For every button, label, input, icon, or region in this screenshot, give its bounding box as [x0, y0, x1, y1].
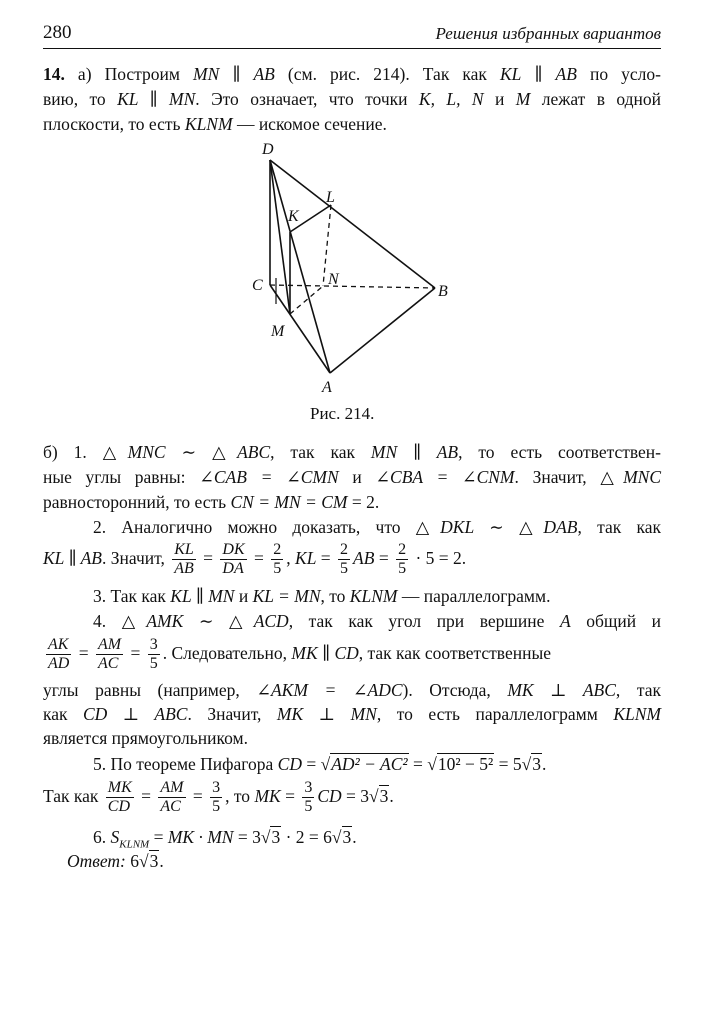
figure-caption: Рис. 214. [310, 404, 375, 423]
fraction: $\frac{KL}{AB}$ [174, 541, 194, 578]
fraction: $\frac{AK}{AD}$ [48, 636, 70, 673]
hidden-edge-CB [270, 285, 435, 288]
label-K: K [288, 208, 299, 225]
fraction: $\frac{2}{5}$ [340, 541, 349, 578]
step4-line-5: является прямоугольником. [43, 728, 248, 748]
step3-line: 3. Так как KL ∥ MN и KL = MN, то KLNM — параллелограмм. [93, 586, 551, 606]
step1-line-1: б) 1. △MNC ∼ △ABC, так как MN ∥ AB, то есть соответствен- [43, 442, 661, 462]
pyramid-figure [240, 138, 470, 406]
segment-DM [270, 160, 290, 314]
fraction: $\frac{3}{5}$ [149, 636, 158, 673]
answer-line: Ответ: 6√3. [67, 851, 164, 871]
step2-line-1: 2. Аналогично можно доказать, что △DKL ∼ △DAB, так как [93, 517, 662, 537]
step6-line: 6. $S_{KLNM}$ = MK · MN = 3√3 · 2 = 6√3. [93, 827, 357, 851]
edge-AB [330, 288, 435, 373]
problem-line-2: вию, то KL ∥ MN. Это означает, что точки K, L, N и M лежат в одной [43, 89, 661, 109]
fraction: $\frac{2}{5}$ [398, 541, 407, 578]
fraction: $\frac{2}{5}$ [273, 541, 282, 578]
step2-line-2: KL ∥ AB. Значит, $\frac{KL}{AB}$ = $\frac{DK}{DA}$ = $\frac{2}{5}$ , KL = $\frac{2}{5}$ AB = $\frac{2}{5}$ · 5 = 2. [43, 541, 467, 578]
fraction: $\frac{3}{5}$ [212, 779, 221, 816]
fraction: $\frac{3}{5}$ [304, 779, 313, 816]
step4-line-1: 4. △AMK ∼ △ACD, так как угол при вершине A общий и [93, 611, 661, 631]
label-C: C [252, 277, 263, 294]
step1-line-3: равносторонний, то есть CN = MN = CM = 2. [43, 492, 380, 512]
step1-line-2: ные углы равны: ∠CAB = ∠CMN и ∠CBA = ∠CNM. Значит, △MNC [43, 467, 661, 487]
page-header [43, 20, 661, 49]
problem-line-1: 14. а) Построим MN ∥ AB (см. рис. 214). Так как KL ∥ AB по усло- [43, 64, 661, 84]
problem-line-3: плоскости, то есть KLNM — искомое сечение. [43, 114, 387, 134]
fraction: $\frac{AM}{AC}$ [97, 636, 122, 673]
step4-line-3: углы равны (например, ∠AKM = ∠ADC). Отсюда, MK ⊥ ABC, так [43, 680, 661, 700]
fraction: $\frac{AM}{AC}$ [160, 779, 184, 816]
label-L: L [326, 189, 335, 206]
fraction: $\frac{DK}{DA}$ [222, 541, 245, 578]
answer-label: Ответ: [67, 851, 126, 871]
label-M: M [271, 323, 285, 340]
page-number: 280 [43, 22, 72, 43]
edge-DA [270, 160, 330, 373]
step5-line-1: 5. По теореме Пифагора CD = √AD² − AC² = √10² − 5² = 5√3. [93, 754, 547, 774]
running-title: Решения избранных вариантов [435, 24, 661, 43]
problem-number: 14. [43, 64, 65, 84]
label-B: B [438, 283, 448, 300]
label-D: D [262, 141, 274, 158]
step4-line-2: $\frac{AK}{AD}$ = $\frac{AM}{AC}$ = $\frac{3}{5}$ . Следовательно, MK ∥ CD, так как соответственные [48, 636, 551, 673]
step4-line-4: как CD ⊥ ABC. Значит, MK ⊥ MN, то есть параллелограмм KLNM [43, 704, 661, 724]
label-A: A [322, 379, 332, 396]
label-N: N [328, 271, 339, 288]
step5-line-2: Так как $\frac{MK}{CD}$ = $\frac{AM}{AC}$ = $\frac{3}{5}$ , то MK = $\frac{3}{5}$ CD = 3√3. [43, 779, 394, 816]
fraction: $\frac{MK}{CD}$ [107, 779, 132, 816]
